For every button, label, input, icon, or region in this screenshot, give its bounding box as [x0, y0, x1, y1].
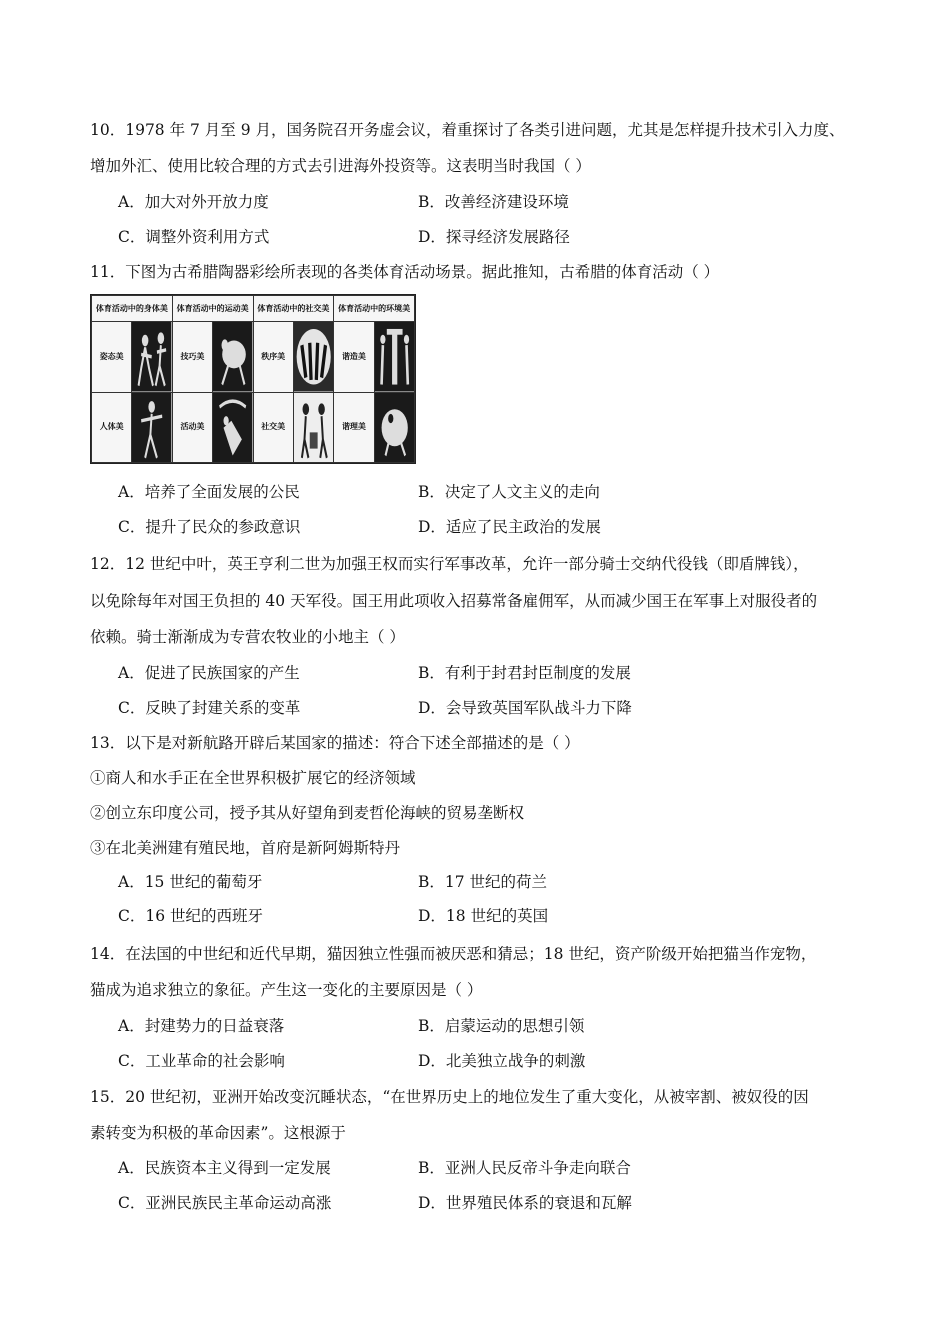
q10-stem-line2: 增加外汇、使用比较合理的方式去引进海外投资等。这表明当时我国（ ） [90, 157, 591, 175]
q14-option-a[interactable]: A．封建势力的日益衰落 [118, 1017, 285, 1035]
q15-stem-line2: 素转变为积极的革命因素”。这根源于 [90, 1124, 346, 1142]
figure-label: 技巧美 [172, 322, 212, 393]
q11-option-a[interactable]: A．培养了全面发展的公民 [118, 483, 300, 501]
q13-option-b[interactable]: B．17 世纪的荷兰 [418, 873, 548, 891]
q10-option-a[interactable]: A．加大对外开放力度 [118, 193, 269, 211]
q14-stem-line1: 14．在法国的中世纪和近代早期，猫因独立性强而被厌恶和猜忌；18 世纪，资产阶级开始把猫当作宠物， [90, 945, 817, 963]
q12-option-a[interactable]: A．促进了民族国家的产生 [118, 664, 300, 682]
q15-stem-line1: 15．20 世纪初，亚洲开始改变沉睡状态，“在世界历史上的地位发生了重大变化，从被宰割、被奴役的因 [90, 1088, 809, 1106]
q12-option-d[interactable]: D．会导致英国军队战斗力下降 [418, 699, 632, 717]
greek-pottery-figure [90, 294, 416, 464]
pottery-image [374, 392, 414, 463]
q10-option-d[interactable]: D．探寻经济发展路径 [418, 228, 570, 246]
pottery-image [132, 392, 172, 463]
q12-stem-line1: 12．12 世纪中叶，英王亨利二世为加强王权而实行军事改革，允许一部分骑士交纳代役钱（即盾牌钱）， [90, 555, 809, 573]
figure-header-social: 体育活动中的社交美 [253, 296, 334, 322]
q13-option-c[interactable]: C．16 世纪的西班牙 [118, 907, 264, 925]
q12-stem-line2: 以免除每年对国王负担的 40 天军役。国王用此项收入招募常备雇佣军，从而减少国王在军事上对服役者的 [90, 592, 818, 610]
q13-item1: ①商人和水手正在全世界积极扩展它的经济领域 [90, 769, 416, 787]
pottery-image [293, 392, 333, 463]
figure-header-environment: 体育活动中的环境美 [334, 296, 415, 322]
q15-option-d[interactable]: D．世界殖民体系的衰退和瓦解 [418, 1194, 632, 1212]
q12-stem-line3: 依赖。骑士渐渐成为专营农牧业的小地主（ ） [90, 628, 405, 646]
q14-option-b[interactable]: B．启蒙运动的思想引领 [418, 1017, 585, 1035]
figure-label: 秩序美 [253, 322, 293, 393]
q14-option-d[interactable]: D．北美独立战争的刺激 [418, 1052, 586, 1070]
q15-option-c[interactable]: C．亚洲民族民主革命运动高涨 [118, 1194, 332, 1212]
pottery-image [213, 392, 253, 463]
q12-option-c[interactable]: C．反映了封建关系的变革 [118, 699, 301, 717]
q13-stem-line1: 13．以下是对新航路开辟后某国家的描述：符合下述全部描述的是（ ） [90, 734, 580, 752]
q14-option-c[interactable]: C．工业革命的社会影响 [118, 1052, 285, 1070]
q13-item3: ③在北美洲建有殖民地，首府是新阿姆斯特丹 [90, 839, 401, 857]
pottery-image [213, 322, 253, 393]
q11-stem-line1: 11．下图为古希腊陶器彩绘所表现的各类体育活动场景。据此推知，古希腊的体育活动（ ） [90, 263, 720, 281]
q10-option-c[interactable]: C．调整外资利用方式 [118, 228, 270, 246]
q13-option-d[interactable]: D．18 世纪的英国 [418, 907, 549, 925]
q15-option-b[interactable]: B．亚洲人民反帝斗争走向联合 [418, 1159, 631, 1177]
q13-item2: ②创立东印度公司，授予其从好望角到麦哲伦海峡的贸易垄断权 [90, 804, 525, 822]
figure-label: 谐理美 [334, 392, 374, 463]
pottery-image [293, 322, 333, 393]
figure-header-body: 体育活动中的身体美 [92, 296, 173, 322]
q14-stem-line2: 猫成为追求独立的象征。产生这一变化的主要原因是（ ） [90, 981, 483, 999]
q11-option-d[interactable]: D．适应了民主政治的发展 [418, 518, 601, 536]
q11-option-c[interactable]: C．提升了民众的参政意识 [118, 518, 301, 536]
q12-option-b[interactable]: B．有利于封君封臣制度的发展 [418, 664, 631, 682]
q13-option-a[interactable]: A．15 世纪的葡萄牙 [118, 873, 263, 891]
figure-label: 活动美 [172, 392, 212, 463]
q10-stem-line1: 10．1978 年 7 月至 9 月，国务院召开务虚会议，着重探讨了各类引进问题，尤其是怎样提升技术引入力度、 [90, 121, 845, 139]
figure-label: 社交美 [253, 392, 293, 463]
pottery-image [132, 322, 172, 393]
pottery-image [374, 322, 414, 393]
figure-header-motion: 体育活动中的运动美 [172, 296, 253, 322]
q10-option-b[interactable]: B．改善经济建设环境 [418, 193, 569, 211]
figure-label: 姿态美 [92, 322, 132, 393]
figure-label: 谐造美 [334, 322, 374, 393]
q15-option-a[interactable]: A．民族资本主义得到一定发展 [118, 1159, 331, 1177]
figure-label: 人体美 [92, 392, 132, 463]
q11-option-b[interactable]: B．决定了人文主义的走向 [418, 483, 600, 501]
